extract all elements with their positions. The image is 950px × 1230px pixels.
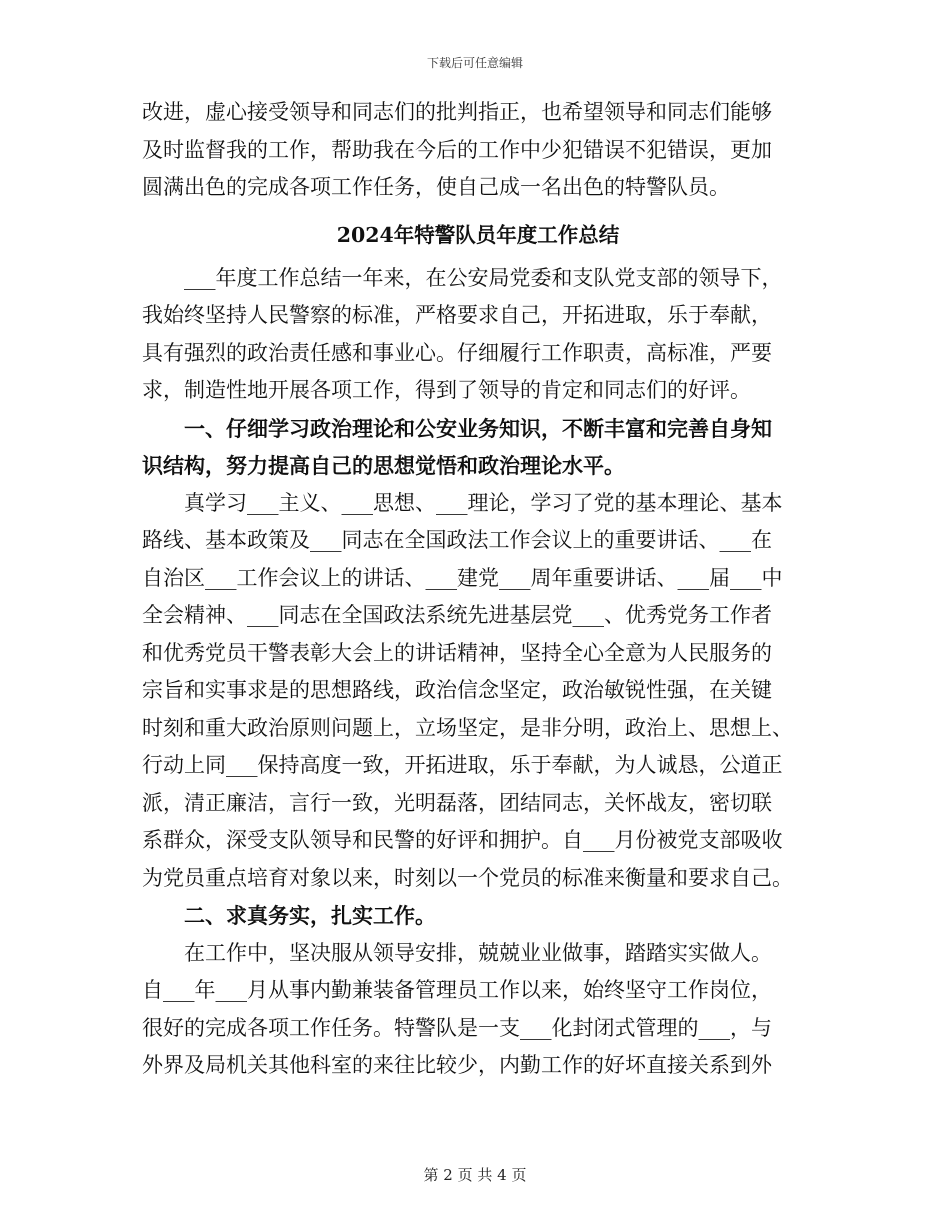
paragraph-line: 宗旨和实事求是的思想路线，政治信念坚定，政治敏锐性强，在关键 bbox=[142, 678, 772, 702]
paragraph-line: 自治区___工作会议上的讲话、___建党___周年重要讲话、___届___中 bbox=[142, 565, 783, 590]
paragraph-line: 和优秀党员干警表彰大会上的讲话精神，坚持全心全意为人民服务的 bbox=[142, 640, 772, 665]
section-heading: 二、求真务实，扎实工作。 bbox=[184, 903, 436, 928]
paragraph-line: 路线、基本政策及___同志在全国政法工作会议上的重要讲话、___在 bbox=[142, 528, 772, 552]
document-title: 2024年特警队员年度工作总结 bbox=[336, 222, 620, 247]
page-footer: 第 2 页 共 4 页 bbox=[423, 1166, 527, 1184]
intro-line: 改进，虚心接受领导和同志们的批判指正，也希望领导和同志们能够 bbox=[142, 100, 772, 124]
section-heading: 一、仔细学习政治理论和公安业务知识，不断丰富和完善自身知 bbox=[184, 415, 772, 441]
paragraph-line: 求，制造性地开展各项工作，得到了领导的肯定和同志们的好评。 bbox=[142, 378, 751, 402]
intro-line: 圆满出色的完成各项工作任务，使自己成一名出色的特警队员。 bbox=[142, 175, 730, 199]
paragraph-line: 时刻和重大政治原则问题上，立场坚定，是非分明，政治上、思想上、 bbox=[142, 715, 793, 740]
paragraph-line: 行动上同___保持高度一致，开拓进取，乐于奉献，为人诚恳，公道正 bbox=[142, 753, 783, 777]
paragraph-line: 系群众，深受支队领导和民警的好评和拥护。自___月份被党支部吸收 bbox=[142, 828, 783, 852]
paragraph-line: 很好的完成各项工作任务。特警队是一支___化封闭式管理的___，与 bbox=[142, 1015, 772, 1040]
paragraph-line: 真学习___主义、___思想、___理论，学习了党的基本理论、基本 bbox=[184, 490, 783, 515]
paragraph-line: 自___年___月从事内勤兼装备管理员工作以来，始终坚守工作岗位， bbox=[142, 978, 772, 1002]
paragraph-line: 全会精神、___同志在全国政法系统先进基层党___、优秀党务工作者 bbox=[142, 603, 772, 627]
page-header: 下载后可任意编辑 bbox=[426, 56, 523, 70]
document-body bbox=[142, 94, 814, 1085]
section-heading: 识结构，努力提高自己的思想觉悟和政治理论水平。 bbox=[142, 453, 625, 478]
paragraph-line: 在工作中，坚决服从领导安排，兢兢业业做事，踏踏实实做人。 bbox=[184, 940, 772, 965]
intro-line: 及时监督我的工作，帮助我在今后的工作中少犯错误不犯错误，更加 bbox=[142, 137, 772, 162]
paragraph-line: 外界及局机关其他科室的来往比较少，内勤工作的好坏直接关系到外 bbox=[142, 1053, 772, 1077]
paragraph-line: 我始终坚持人民警察的标准，严格要求自己，开拓进取，乐于奉献， bbox=[142, 303, 772, 327]
paragraph-line: 为党员重点培育对象以来，时刻以一个党员的标准来衡量和要求自己。 bbox=[142, 865, 793, 890]
paragraph-line: 派，清正廉洁，言行一致，光明磊落，团结同志，关怀战友，密切联 bbox=[142, 790, 772, 815]
paragraph-line: ___年度工作总结一年来，在公安局党委和支队党支部的领导下， bbox=[184, 265, 783, 290]
paragraph-line: 具有强烈的政治责任感和事业心。仔细履行工作职责，高标准，严要 bbox=[142, 340, 772, 365]
